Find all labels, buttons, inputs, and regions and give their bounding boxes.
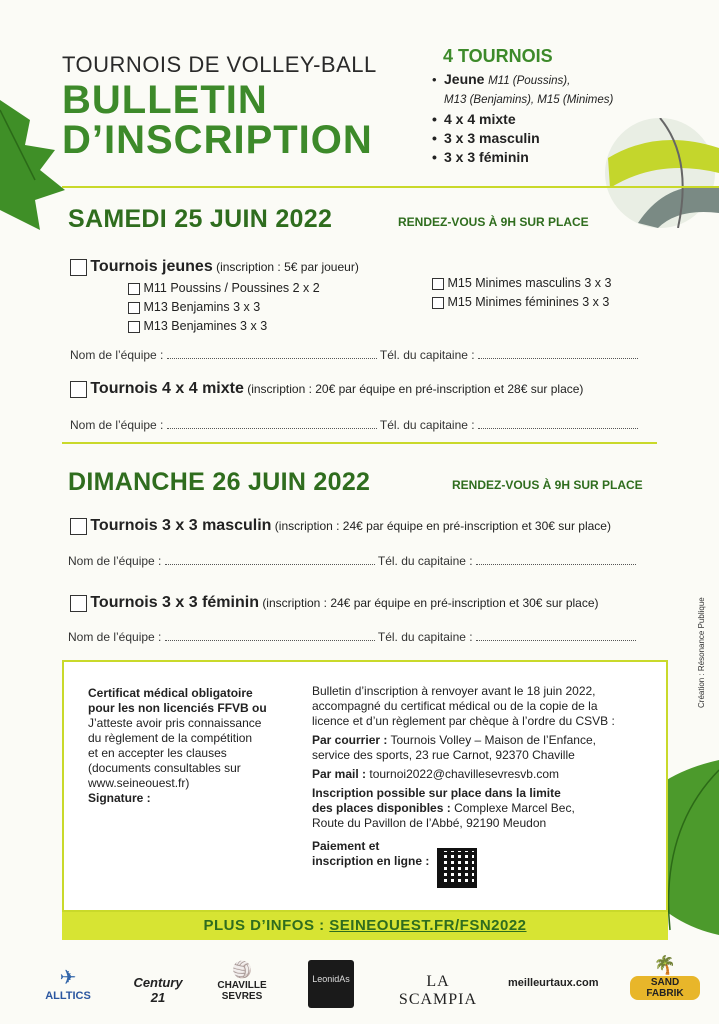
infos-label: PLUS D’INFOS :	[203, 917, 325, 934]
infos-bar	[62, 912, 668, 940]
side-credit: Création : Résonance Publique	[697, 597, 706, 708]
masculin-detail: (inscription : 24€ par équipe en pré-inscription et 30€ sur place)	[274, 519, 611, 533]
m15-masculins-checkbox[interactable]	[432, 278, 444, 290]
captain-phone-input[interactable]	[476, 631, 636, 641]
jeunes-detail: (inscription : 5€ par joueur)	[216, 260, 359, 274]
feminin-detail: (inscription : 24€ par équipe en pré-inscription et 30€ sur place)	[262, 596, 599, 610]
m13-benjamins-checkbox[interactable]	[128, 302, 140, 314]
team-name-input[interactable]	[165, 555, 375, 565]
captain-phone-input[interactable]	[478, 349, 638, 359]
sponsor-leonidas: LeonidAs	[308, 960, 354, 1008]
maple-leaf-left-icon	[0, 90, 70, 240]
sponsor-alltics: ✈ ALLTICS	[45, 967, 91, 1002]
feminin-checkbox[interactable]	[70, 595, 87, 612]
jeunes-sub-4: M15 Minimes masculins 3 x 3	[432, 276, 611, 290]
jeunes-sub-1: M11 Poussins / Poussines 2 x 2	[128, 281, 320, 295]
volleyball-icon	[598, 118, 719, 228]
signature-label: Signature :	[88, 791, 151, 805]
masculin-name: Tournois 3 x 3 masculin	[90, 517, 272, 534]
team-name-input[interactable]	[165, 631, 375, 641]
sponsor-meilleurtaux: meilleurtaux.com	[508, 977, 599, 989]
m13-benjamines-checkbox[interactable]	[128, 321, 140, 333]
big-title-line-1: BULLETIN	[62, 78, 268, 122]
jeunes-row	[70, 258, 359, 276]
infos-link[interactable]: SEINEOUEST.FR/FSN2022	[329, 917, 527, 934]
jeunes-sub-3: M13 Benjamines 3 x 3	[128, 319, 267, 333]
jeunes-sub-2: M13 Benjamins 3 x 3	[128, 300, 260, 314]
tournois-item-mixte: • 4 x 4 mixte	[432, 110, 613, 129]
divider-top	[62, 186, 719, 188]
qr-code-icon[interactable]	[437, 848, 477, 888]
cert-block: Certificat médical obligatoire pour les non licenciés FFVB ou J’atteste avoir pris connaissance du règlement de la compétition et en accepter les clauses (documents consultables sur www.seineouest.fr) Signature :	[88, 686, 267, 805]
jeunes-name: Tournois jeunes	[90, 258, 213, 275]
tournois-item-jeune: • Jeune M11 (Poussins),	[432, 70, 613, 91]
jeunes-checkbox[interactable]	[70, 259, 87, 276]
samedi-rdv: RENDEZ-VOUS À 9H SUR PLACE	[398, 215, 589, 229]
feminin-row	[70, 594, 599, 612]
mixte-fields: Nom de l’équipe : Tél. du capitaine :	[70, 418, 638, 432]
captain-phone-input[interactable]	[476, 555, 636, 565]
mixte-name: Tournois 4 x 4 mixte	[90, 380, 244, 397]
masculin-fields: Nom de l’équipe : Tél. du capitaine :	[68, 554, 636, 568]
mail-link[interactable]: tournoi2022@chavillesevresvb.com	[369, 767, 559, 781]
tournois-heading: 4 TOURNOIS	[443, 46, 553, 66]
tournois-item-jeune-detail: M13 (Benjamins), M15 (Minimes)	[444, 94, 614, 106]
feminin-fields: Nom de l’équipe : Tél. du capitaine :	[68, 630, 636, 644]
sponsor-sand-fabrik: 🌴 SAND FABRIK	[630, 955, 700, 1000]
tournois-list	[432, 70, 613, 167]
divider-middle	[62, 442, 657, 444]
masculin-checkbox[interactable]	[70, 518, 87, 535]
samedi-day: SAMEDI 25 JUIN 2022	[68, 205, 333, 233]
feminin-name: Tournois 3 x 3 féminin	[90, 594, 259, 611]
big-title	[62, 80, 373, 160]
sponsor-century21: Century 21	[133, 975, 183, 1005]
info-box	[62, 660, 668, 912]
m15-feminines-checkbox[interactable]	[432, 297, 444, 309]
masculin-row	[70, 517, 611, 535]
sponsor-la-scampia: LA SCAMPIA	[398, 973, 478, 1008]
m11-checkbox[interactable]	[128, 283, 140, 295]
sponsor-chaville-sevres: 🏐 CHAVILLE SEVRES	[217, 962, 267, 1002]
jeunes-fields: Nom de l’équipe : Tél. du capitaine :	[70, 348, 638, 362]
top-title: TOURNOIS DE VOLLEY-BALL	[62, 52, 377, 77]
tournois-item-masculin: • 3 x 3 masculin	[432, 129, 613, 148]
tournois-item-feminin: • 3 x 3 féminin	[432, 148, 613, 167]
jeunes-sub-5: M15 Minimes féminines 3 x 3	[432, 295, 609, 309]
mixte-row	[70, 380, 583, 398]
big-title-line-2: D’INSCRIPTION	[62, 118, 373, 162]
send-block: Bulletin d’inscription à renvoyer avant le 18 juin 2022, accompagné du certificat médical ou de la copie de la licence et d’un règlement par chèque à l’ordre du CSVB : Par courrier : Tournois Volley – Maison de l’Enfance, service des sports, 23 rue Carnot, 92370 Chaville Par mail : tournoi2022@chavillesevresvb.com Inscription possible sur place dans la limite des places disponibles : Complexe Marcel Bec, Route du Pavillon de l’Abbé, 92190 Meudon Paiement et inscription en ligne :	[312, 684, 615, 868]
captain-phone-input[interactable]	[478, 419, 638, 429]
dimanche-rdv: RENDEZ-VOUS À 9H SUR PLACE	[452, 478, 643, 492]
mixte-detail: (inscription : 20€ par équipe en pré-inscription et 28€ sur place)	[247, 382, 584, 396]
team-name-input[interactable]	[167, 419, 377, 429]
dimanche-day: DIMANCHE 26 JUIN 2022	[68, 468, 371, 496]
mixte-checkbox[interactable]	[70, 381, 87, 398]
team-name-input[interactable]	[167, 349, 377, 359]
